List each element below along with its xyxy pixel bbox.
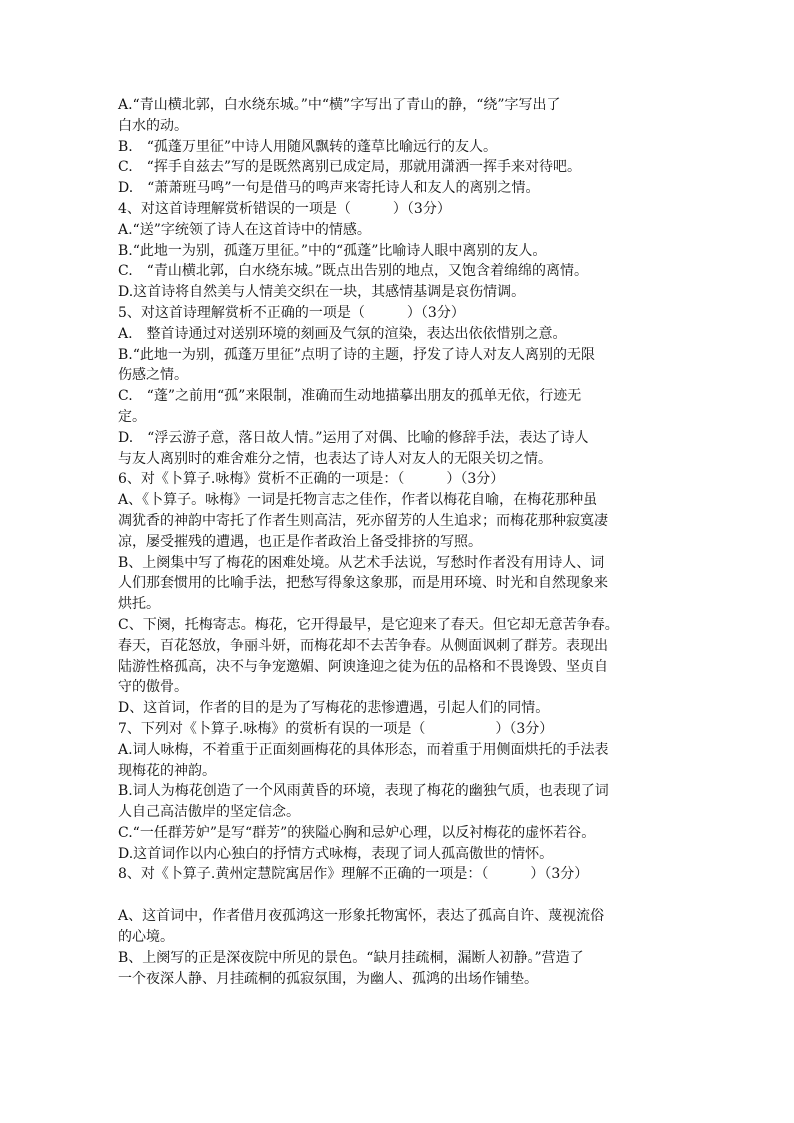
text-line: 一个夜深人静、月挂疏桐的孤寂氛围，为幽人、孤鸿的出场作铺垫。 [118, 970, 538, 987]
text-line: D. “浮云游子意，落日故人情。”运用了对偶、比喻的修辞手法，表达了诗人 [118, 429, 589, 446]
text-line: A、《卜算子。咏梅》一词是托物言志之佳作，作者以梅花自喻，在梅花那种虽 [118, 492, 598, 509]
text-line: B.“此地一为别，孤蓬万里征。”中的“孤蓬”比喻诗人眼中离别的友人。 [118, 242, 547, 259]
text-line: 7、下列对《卜算子.咏梅》的赏析有误的一项是（ ）（3分） [118, 720, 554, 737]
text-line: C. “挥手自兹去”写的是既然离别已成定局，那就用潇洒一挥手来对待吧。 [118, 159, 581, 176]
blank-line [118, 885, 678, 906]
text-line: 5、对这首诗理解赏析不正确的一项是（ ）（3分） [118, 304, 465, 321]
text-line: 人自己高洁傲岸的坚定信念。 [118, 804, 300, 821]
text-line: 凋犹香的神韵中寄托了作者生则高洁，死亦留芳的人生追求；而梅花那种寂寞凄 [118, 512, 608, 529]
text-line: 陆游性格孤高，决不与争宠邀媚、阿谀逢迎之徒为伍的品格和不畏谗毁、坚贞自 [118, 658, 608, 675]
text-line: 定。 [118, 408, 146, 425]
text-line: 的心境。 [118, 929, 174, 946]
text-line: 6、对《卜算子.咏梅》赏析不正确的一项是：（ ）（3分） [118, 471, 505, 488]
question-text-block-continued [118, 906, 678, 989]
text-line: 4、对这首诗理解赏析错误的一项是（ ）（3分） [118, 200, 451, 217]
text-line: A、这首词中，作者借月夜孤鸿这一形象托物寓怀，表达了孤高自许、蔑视流俗 [118, 908, 605, 925]
text-line: 烘托。 [118, 596, 160, 613]
text-line: 春天，百花怒放，争丽斗妍，而梅花却不去苦争春。从侧面讽刺了群芳。表现出 [118, 637, 608, 654]
text-line: A.词人咏梅，不着重于正面刻画梅花的具体形态，而着重于用侧面烘托的手法表 [118, 741, 609, 758]
text-line: B、上阕集中写了梅花的困难处境。从艺术手法说，写愁时作者没有用诗人、词 [118, 554, 605, 571]
text-line: D.这首词作以内心独白的抒情方式咏梅，表现了词人孤高傲世的情怀。 [118, 845, 554, 862]
text-line: D. “萧萧班马鸣”一句是借马的鸣声来寄托诗人和友人的离别之情。 [118, 180, 540, 197]
document-page [118, 95, 678, 989]
text-line: 凉，屡受摧残的遭遇，也正是作者政治上备受排挤的写照。 [118, 533, 482, 550]
text-line: D.这首诗将自然美与人情美交织在一块，其感情基调是哀伤情调。 [118, 284, 526, 301]
text-line: A.“送”字统领了诗人在这首诗中的情感。 [118, 221, 371, 238]
text-line: 守的傲骨。 [118, 679, 188, 696]
text-line: C. “蓬”之前用“孤”来限制，准确而生动地描摹出朋友的孤单无依，行迹无 [118, 388, 582, 405]
text-line: B.词人为梅花创造了一个风雨黄昏的环境，表现了梅花的幽独气质，也表现了词 [118, 783, 609, 800]
text-line: 现梅花的神韵。 [118, 762, 216, 779]
text-line: C.“一任群芳妒”是写“群芳”的狭隘心胸和忌妒心理，以反衬梅花的虚怀若谷。 [118, 824, 596, 841]
text-line: C、下阕，托梅寄志。梅花，它开得最早，是它迎来了春天。但它却无意苦争春。 [118, 616, 619, 633]
text-line: A.“青山横北郭，白水绕东城。”中“横”字写出了青山的静，“绕”字写出了 [118, 97, 561, 113]
text-line: B. “孤蓬万里征”中诗人用随风飘转的蓬草比喻远行的友人。 [118, 138, 498, 155]
text-line: B、上阕写的正是深夜院中所见的景色。“缺月挂疏桐，漏断人初静。”营造了 [118, 949, 584, 966]
text-line: 与友人离别时的难舍难分之情，也表达了诗人对友人的无限关切之情。 [118, 450, 552, 467]
text-line: 伤感之情。 [118, 367, 188, 384]
text-line: D、这首词，作者的目的是为了写梅花的悲惨遭遇，引起人们的同情。 [118, 700, 550, 717]
text-line: 8、对《卜算子.黄州定慧院寓居作》理解不正确的一项是：（ ）（3分） [118, 866, 589, 883]
text-line: C. “青山横北郭，白水绕东城。”既点出告别的地点，又饱含着绵绵的离情。 [118, 263, 588, 280]
text-line: B.“此地一为别，孤蓬万里征”点明了诗的主题，抒发了诗人对友人离别的无限 [118, 346, 596, 363]
question-text-block [118, 95, 678, 885]
text-line: A. 整首诗通过对送别环境的刻画及气氛的渲染，表达出依依惜别之意。 [118, 325, 567, 342]
text-line: 人们那套惯用的比喻手法，把愁写得象这象那，而是用环境、时光和自然现象来 [118, 575, 608, 592]
text-line: 白水的动。 [118, 117, 188, 134]
